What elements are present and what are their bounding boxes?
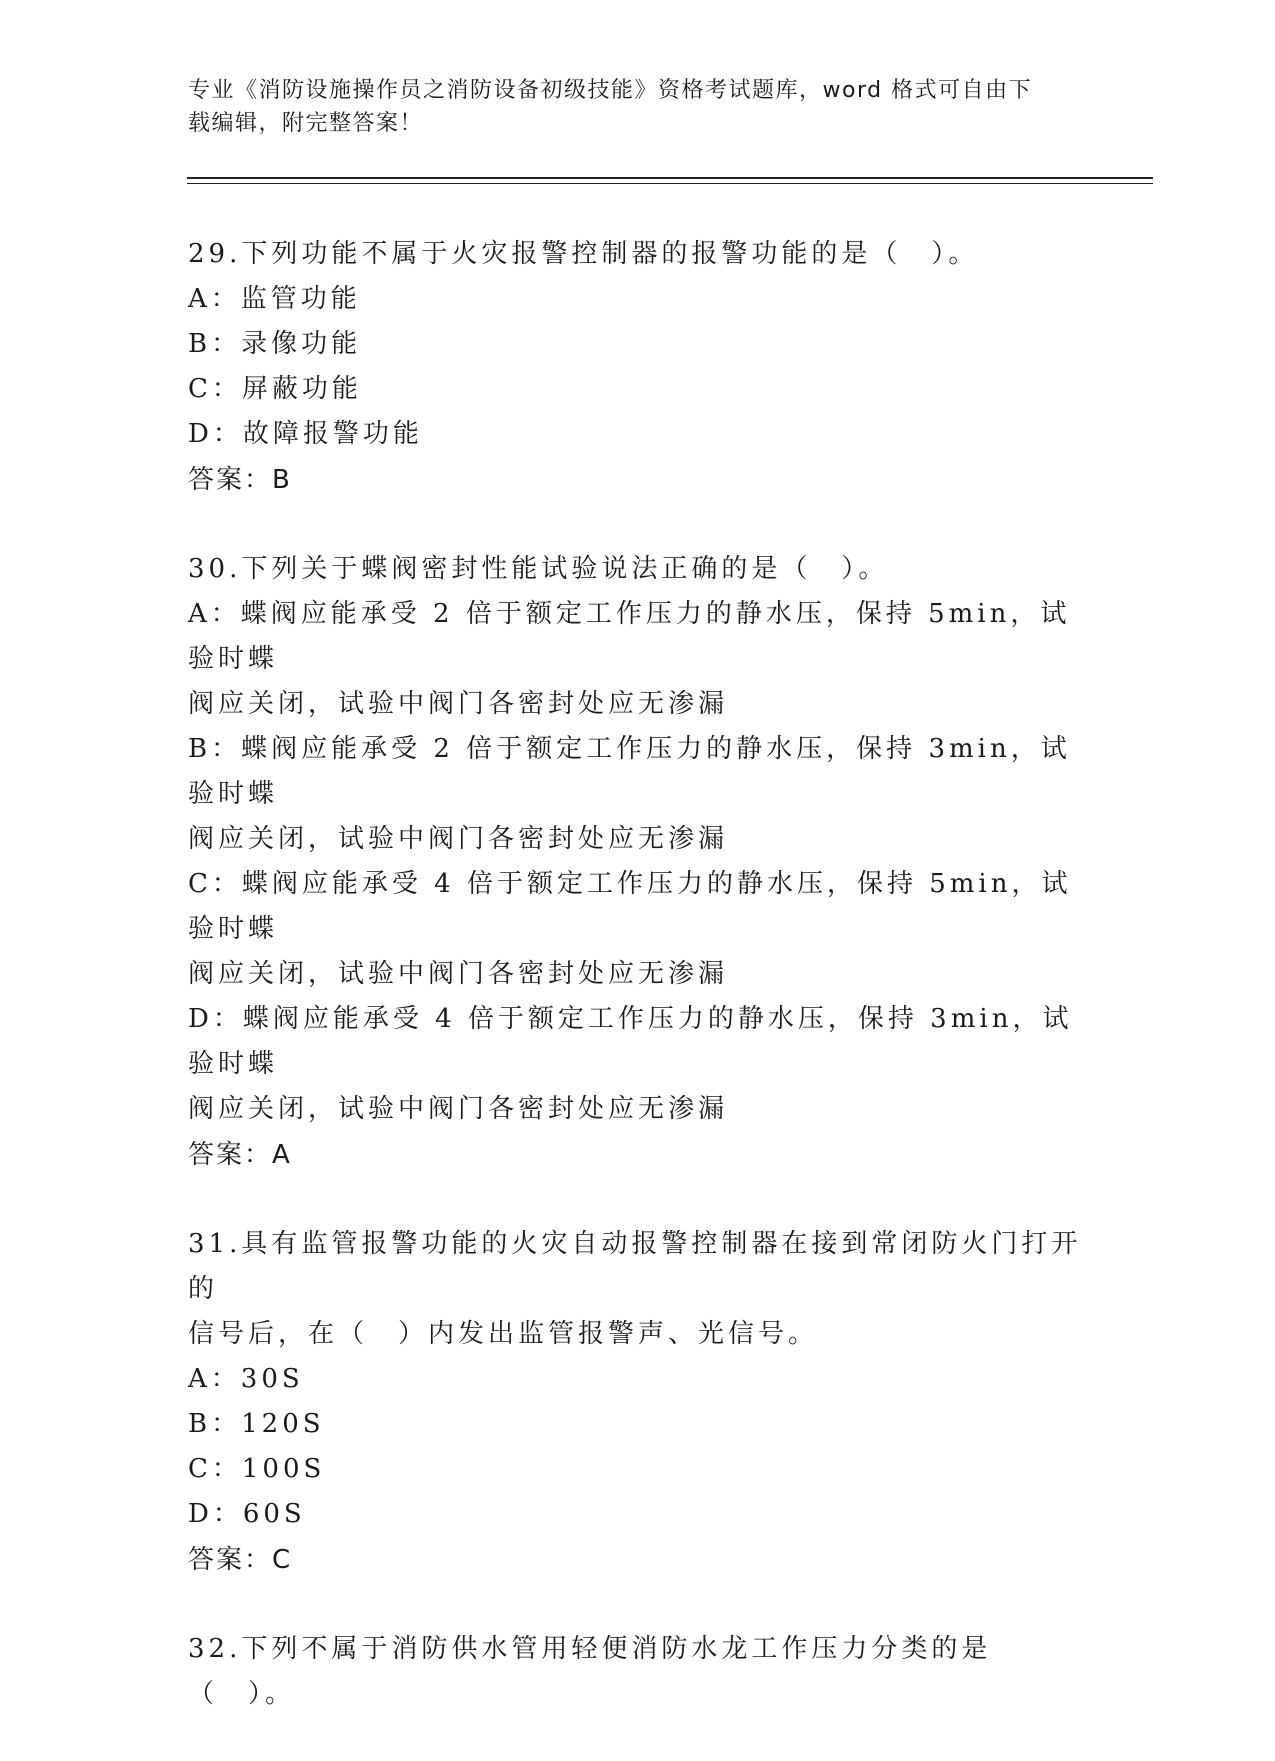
header-line-1: 专业《消防设施操作员之消防设备初级技能》资格考试题库，word 格式可自由下 [188,78,1033,103]
answer-option: C：蝶阀应能承受 4 倍于额定工作压力的静水压，保持 5min，试验时蝶 [188,869,1072,944]
answer-option: D：60S [188,1499,306,1529]
question-block [188,547,1088,1178]
answer-option: A：蝶阀应能承受 2 倍于额定工作压力的静水压，保持 5min，试验时蝶 [188,599,1071,674]
answer-option: B：录像功能 [188,329,362,359]
answer-option: 阀应关闭，试验中阀门各密封处应无渗漏 [188,689,729,719]
question-block [188,1222,1088,1583]
answer-option: 阀应关闭，试验中阀门各密封处应无渗漏 [188,824,729,854]
answer-option: 阀应关闭，试验中阀门各密封处应无渗漏 [188,1094,729,1124]
header-line-2: 载编辑，附完整答案！ [188,111,424,136]
question-stem: 31.具有监管报警功能的火灾自动报警控制器在接到常闭防火门打开的 [188,1229,1082,1304]
answer-option: A：30S [188,1364,304,1394]
answer-option: D：蝶阀应能承受 4 倍于额定工作压力的静水压，保持 3min，试验时蝶 [188,1004,1073,1079]
header-rule-thin [187,183,1153,184]
answer-option: B：120S [188,1409,325,1439]
question-block [188,232,1088,503]
answer-option: 阀应关闭，试验中阀门各密封处应无渗漏 [188,959,729,989]
question-stem: 29.下列功能不属于火灾报警控制器的报警功能的是（ ）。 [188,239,979,269]
answer-option: C：屏蔽功能 [188,374,362,404]
question-stem: 30.下列关于蝶阀密封性能试验说法正确的是（ ）。 [188,554,889,584]
question-block [188,1627,1088,1717]
document-header [188,74,1068,140]
answer-option: C：100S [188,1454,326,1484]
header-rule-thick [187,177,1153,179]
question-stem: 32.下列不属于消防供水管用轻便消防水龙工作压力分类的是（ ）。 [188,1634,992,1709]
answer-key: 答案：C [188,1545,293,1575]
question-stem: 信号后，在（ ）内发出监管报警声、光信号。 [188,1319,819,1349]
answer-option: A：监管功能 [188,284,361,314]
question-list [188,232,1088,1761]
answer-key: 答案：B [188,465,292,495]
answer-key: 答案：A [188,1140,292,1170]
answer-option: B：蝶阀应能承受 2 倍于额定工作压力的静水压，保持 3min，试验时蝶 [188,734,1071,809]
answer-option: D：故障报警功能 [188,419,423,449]
